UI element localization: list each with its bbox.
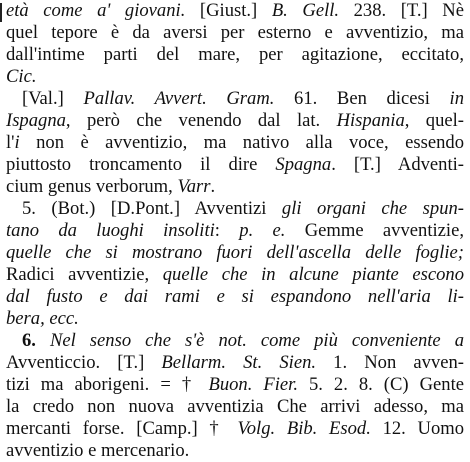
- bold-run: 6.: [22, 330, 50, 351]
- margin-rule: [0, 3, 2, 22]
- text-run: .: [210, 176, 216, 197]
- text-run: , quel-: [404, 110, 464, 131]
- italic-run: quelle che si mostrano fuori dell'ascella delle foglie;: [6, 242, 464, 263]
- italic-run: Volg. Bib. Esod.: [237, 418, 371, 439]
- text-run: Avventiccio. [T.]: [6, 352, 162, 373]
- section-5-heading: [22, 198, 464, 220]
- text-line: [6, 352, 464, 374]
- text-line: [6, 220, 464, 242]
- text-line: [6, 176, 215, 198]
- text-line: [6, 396, 464, 418]
- text-run: piuttosto troncamento il dire: [6, 154, 276, 175]
- text-line: [6, 110, 464, 132]
- text-line: [6, 374, 464, 396]
- text-line: [6, 264, 464, 286]
- text-run: , però che venendo dal lat.: [65, 110, 337, 131]
- italic-run: età come a' giovani.: [6, 0, 186, 21]
- italic-run: bera, ecc.: [6, 308, 79, 329]
- text-line: [6, 286, 464, 308]
- text-line: [6, 44, 464, 66]
- text-line: [6, 440, 189, 462]
- text-run: [Giust.]: [185, 0, 272, 21]
- text-run: l': [6, 132, 15, 153]
- italic-run: Hispania: [336, 110, 405, 131]
- text-run: 5. 2. 8. (C) Gente: [297, 374, 464, 395]
- text-line: [6, 132, 464, 154]
- text-run: la credo non nuova avventizia Che arrivi adesso, ma: [6, 396, 464, 417]
- text-line: [6, 0, 464, 22]
- text-run: non è avventizio, ma nativo alla voce, essendo: [19, 132, 464, 153]
- text-run: 12. Uomo: [370, 418, 464, 439]
- italic-run: B. Gell.: [271, 0, 340, 21]
- text-run: Gemme avventizie,: [285, 220, 464, 241]
- text-run: . [T.] Adventi-: [331, 154, 464, 175]
- italic-run: dal fusto e dai rami e si espandono nell'aria li-: [6, 286, 464, 307]
- italic-run: Pallav. Avvert. Gram.: [83, 88, 275, 109]
- italic-run: Bellarm. St. Sien.: [161, 352, 317, 373]
- section-6-heading: [22, 330, 464, 352]
- italic-run: Buon. Fier.: [208, 374, 298, 395]
- text-run: 1. Non avven-: [316, 352, 464, 373]
- text-run: cium genus verborum,: [6, 176, 178, 197]
- text-run: dall'intime parti del mare, per agitazione, eccitato,: [6, 44, 464, 65]
- italic-run: tano da luoghi insoliti: [6, 220, 215, 241]
- italic-run: p. e.: [239, 220, 286, 241]
- text-run: Radici avventizie,: [6, 264, 163, 285]
- text-run: quel tepore è da aversi per esterno e avventizio, ma: [6, 22, 464, 43]
- text-run: 5. (Bot.) [D.Pont.] Avventizi: [22, 198, 282, 219]
- text-run: 61. Ben dicesi: [274, 88, 450, 109]
- text-run: avventizio e mercenario.: [6, 440, 190, 461]
- italic-run: Cic.: [6, 66, 37, 87]
- italic-run: quelle che in alcune piante escono: [162, 264, 465, 285]
- text-run: 238. [T.] Nè: [339, 0, 464, 21]
- text-line: [6, 22, 464, 44]
- text-line: [6, 66, 36, 88]
- italic-run: Varr: [177, 176, 211, 197]
- text-line: [6, 242, 464, 264]
- italic-run: gli organi che spun-: [281, 198, 464, 219]
- text-line: [6, 418, 464, 440]
- italic-run: in: [449, 88, 464, 109]
- text-line: [6, 154, 464, 176]
- italic-run: Ispagna: [6, 110, 66, 131]
- text-line: [6, 308, 79, 330]
- text-run: mercanti forse. [Camp.] †: [6, 418, 238, 439]
- italic-run: Nel senso che s'è not. come più conveniente a: [49, 330, 464, 351]
- text-run: [Val.]: [22, 88, 84, 109]
- italic-run: i: [14, 132, 20, 153]
- text-run: :: [214, 220, 240, 241]
- text-line: [22, 88, 464, 110]
- text-run: tizi ma aborigeni. = †: [6, 374, 209, 395]
- italic-run: Spagna: [275, 154, 332, 175]
